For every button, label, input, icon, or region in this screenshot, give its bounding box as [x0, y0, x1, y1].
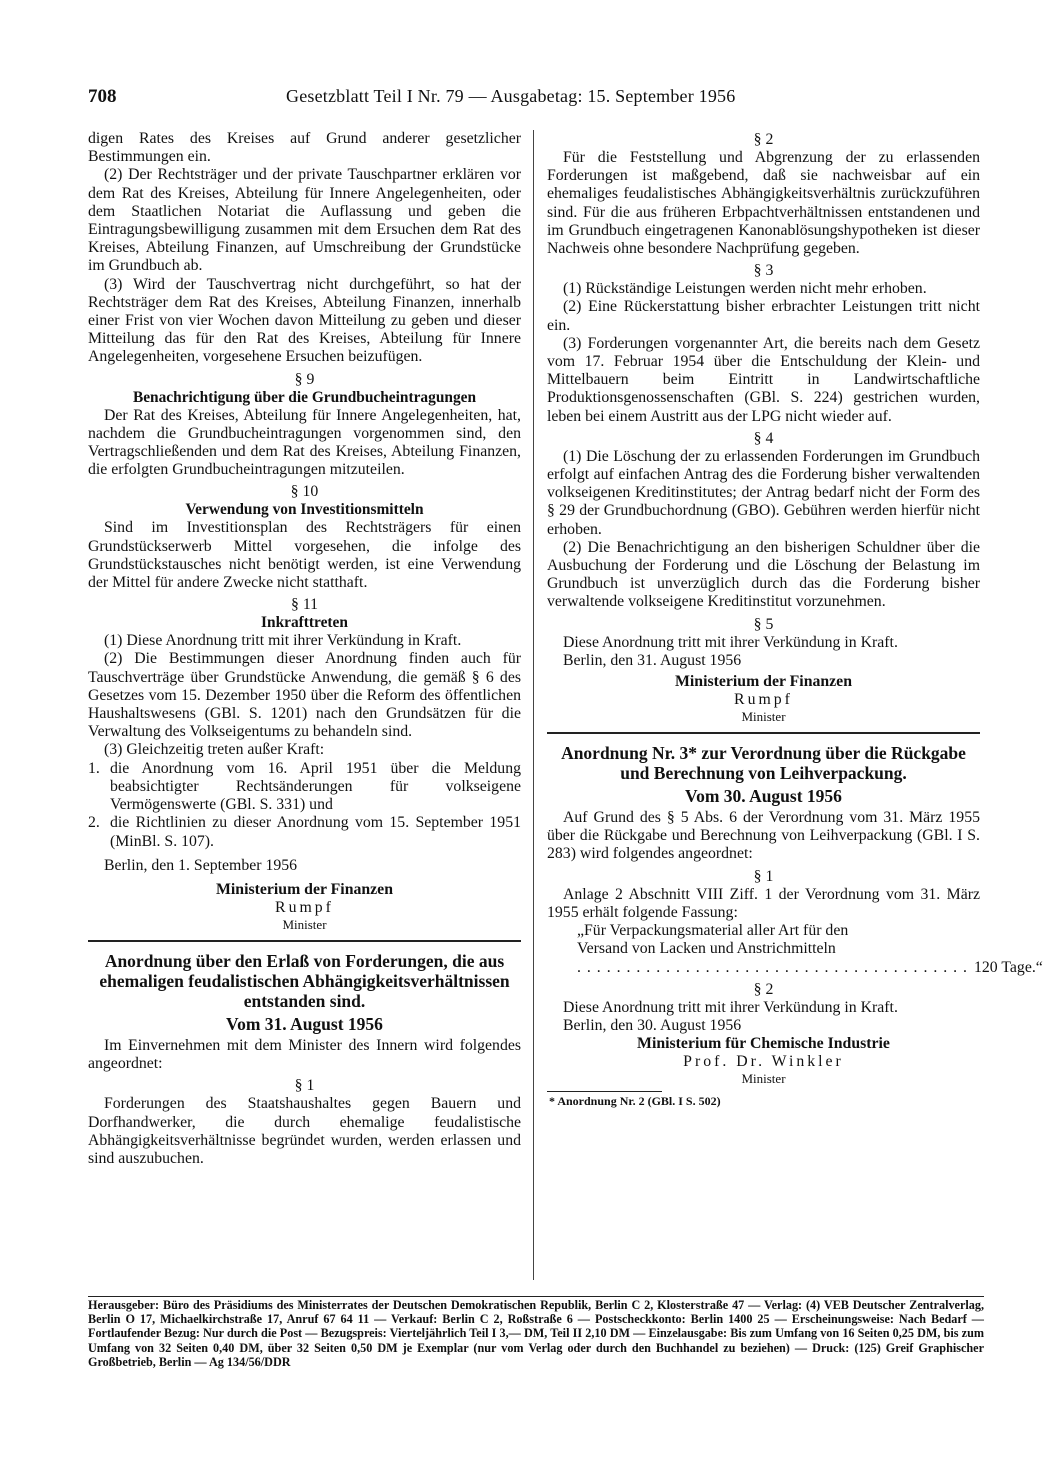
paragraph: (3) Forderungen vorgenannter Art, die bereits nach dem Gesetz vom 17. Februar 1954 über die Entschuldung der Klein- und Mittelbauern beim Eintritt in Landwirtschaftliche Produktionsgenossenschaften (GBl. S. 224) gestrichen wurden, leben bei einem Austritt aus der LPG nicht wieder auf.	[547, 334, 980, 425]
document-title: Anordnung über den Erlaß von Forderungen, die aus ehemaligen feudalistischen Abhängigkeitsverhältnissen entstanden sind.	[99, 950, 510, 1011]
section-heading: Verwendung von Investitionsmitteln	[185, 501, 424, 519]
section-heading: Benachrichtigung über die Grundbucheintragungen	[132, 388, 477, 406]
paragraph: (1) Die Löschung der zu erlassenden Forderungen im Grundbuch erfolgt auf einfachen Antrag des die Forderung bisher verwaltenden volkseigenen Kreditinstitutes; der Antrag bedarf nicht der Form des § 29 der Grundbuchordnung (GBO). Gebühren werden hierfür nicht erhoben.	[547, 447, 980, 538]
paragraph: Diese Anordnung tritt mit ihrer Verkündung in Kraft.	[563, 998, 898, 1016]
signer-title: Minister	[741, 1071, 786, 1087]
footnote: * Anordnung Nr. 2 (GBl. I S. 502)	[549, 1094, 721, 1109]
quote-value: 120 Tage.“	[974, 958, 1043, 976]
paragraph: (1) Rückständige Leistungen werden nicht mehr erhoben.	[563, 280, 927, 298]
page-header	[88, 86, 984, 114]
ministry-name: Ministerium für Chemische Industrie	[637, 1035, 890, 1053]
paragraph: Der Rat des Kreises, Abteilung für Innere Angelegenheiten, hat, nachdem die Grundbucheintragungen vorgenommen sind, den Vertragschließenden und dem Rat des Kreises, Abteilung Finanzen, die erfolgten Grundbucheintragungen mitzuteilen.	[88, 406, 521, 479]
paragraph: digen Rates des Kreises auf Grund anderer gesetzlicher Bestimmungen ein.	[88, 130, 521, 166]
list-text: die Richtlinien zu dieser Anordnung vom 15. September 1951 (MinBl. S. 107).	[110, 814, 521, 850]
left-column	[88, 130, 521, 1168]
document-date: Vom 30. August 1956	[685, 786, 842, 807]
paragraph: Auf Grund des § 5 Abs. 6 der Verordnung vom 31. März 1955 über die Rückgabe und Berechnung von Leihverpackung (GBl. I S. 283) wird folgendes angeordnet:	[547, 809, 980, 863]
footnote-rule	[547, 1091, 662, 1092]
dot-leader: . . . . . . . . . . . . . . . . . . . . . . . . . . . . . . . . . . . . . . . .	[577, 958, 968, 976]
place-date: Berlin, den 30. August 1956	[563, 1016, 742, 1034]
paragraph: Für die Feststellung und Abgrenzung der zu erlassenden Forderungen ist maßgebend, daß sie nachweisbar auf ein ehemaliges feudalistisches Abhängigkeitsverhältnis zurückzuführen sind. Für die aus früheren Erbpachtverhältnissen entstandenen und im Grundbuch eingetragenen Kanonablösungshypotheken ist dieser Nachweis ohne besondere Nachprüfung gegeben.	[547, 149, 980, 258]
section-number: § 11	[290, 596, 319, 614]
section-heading: Inkrafttreten	[261, 614, 348, 632]
paragraph: Forderungen des Staatshaushaltes gegen Bauern und Dorfhandwerker, die durch ehemalige feudalistische Abhängigkeitsverhältnisse begründet wurden, werden erlassen und sind auszubuchen.	[88, 1095, 521, 1167]
document-title: Anordnung Nr. 3* zur Verordnung über die Rückgabe und Berechnung von Leihverpackung.	[561, 743, 966, 784]
section-number: § 2	[753, 980, 774, 998]
signer-title: Minister	[741, 709, 786, 725]
quote-tail	[577, 958, 1043, 977]
document-date: Vom 31. August 1956	[226, 1013, 383, 1034]
running-title: Gesetzblatt Teil I Nr. 79 — Ausgabetag: 15. September 1956	[286, 86, 736, 106]
imprint: Herausgeber: Büro des Präsidiums des Ministerrates der Deutschen Demokratischen Republik, Berlin C 2, Klosterstraße 47 — Verlag: (4) VEB Deutscher Zentralverlag, Berlin O 17, Michaelkirchstraße 17, Anruf 67 64 11 — Verkauf: Berlin C 2, Roßstraße 6 — Postscheckkonto: Berlin 1400 25 — Erscheinungsweise: Nach Bedarf — Fortlaufender Bezug: Nur durch die Post — Bezugspreis: Vierteljährlich Teil I 3,— DM, Teil II 2,10 DM — Einzelausgabe: Bis zum Umfang von 16 Seiten 0,25 DM, bis zum Umfang von 32 Seiten 0,40 DM, über 32 Seiten 0,50 DM je Exemplar (nur vom Verlag oder durch den Buchhandel zu beziehen) — Druck: (125) Greif Graphischer Großbetrieb, Berlin — Ag 134/56/DDR	[88, 1298, 984, 1369]
signer-name: Prof. Dr. Winkler	[683, 1053, 844, 1071]
imprint-rule	[88, 1296, 984, 1297]
place-date: Berlin, den 31. August 1956	[563, 651, 742, 669]
paragraph: (2) Der Rechtsträger und der private Tauschpartner erklären vor dem Rat des Kreises, Abteilung für Innere Angelegenheiten, oder dem Staatlichen Notariat die Auflassung und geben die Eintragungsbewilligung zusammen mit dem Ersuchen dem Rat des Kreises, Abteilung Finanzen, auf Umschreibung der Grundstücke im Grundbuch ab.	[88, 166, 521, 275]
section-number: § 4	[753, 429, 774, 447]
paragraph: (3) Wird der Tauschvertrag nicht durchgeführt, so hat der Rechtsträger dem Rat des Kreises, Abteilung Finanzen, innerhalb einer Frist von vier Wochen davon Mitteilung zu geben und dieser Mitteilung das für den Rat des Kreises, Abteilung für Innere Angelegenheiten, vorgesehene Ersuchen beizufügen.	[88, 275, 521, 366]
paragraph: Sind im Investitionsplan des Rechtsträgers für einen Grundstückserwerb Mittel vorgesehen, die infolge des Grundstückstausches nicht benötigt werden, ist eine Verwendung der Mittel für andere Zwecke nicht statthaft.	[88, 519, 521, 592]
ministry-name: Ministerium der Finanzen	[675, 673, 852, 691]
quote-text: „Für Verpackungsmaterial aller Art für den Versand von Lacken und Anstrichmitteln	[577, 922, 849, 958]
section-number: § 9	[294, 370, 315, 388]
list-number: 2.	[88, 814, 100, 832]
section-number: § 10	[290, 483, 319, 501]
paragraph: (1) Diese Anordnung tritt mit ihrer Verkündung in Kraft.	[104, 632, 462, 650]
right-column	[547, 130, 1043, 1109]
section-number: § 3	[753, 262, 774, 280]
signer-title: Minister	[282, 916, 327, 932]
section-number: § 1	[294, 1077, 315, 1095]
section-number: § 1	[753, 867, 774, 885]
list-item	[88, 814, 521, 850]
paragraph: Diese Anordnung tritt mit ihrer Verkündung in Kraft.	[563, 633, 898, 651]
paragraph: (2) Die Bestimmungen dieser Anordnung finden auch für Tauschverträge über Grundstücke Anwendung, die gemäß § 6 des Gesetzes vom 15. Dezember 1950 über die Reform des öffentlichen Haushaltswesens (GBl. S. 1201) nach den Grundsätzen für die Verwaltung des Volkseigentums zu behandeln sind.	[88, 650, 521, 741]
ministry-name: Ministerium der Finanzen	[216, 880, 393, 898]
section-number: § 5	[753, 615, 774, 633]
list-item	[88, 760, 521, 815]
signer-name: Rumpf	[275, 898, 334, 916]
paragraph: Anlage 2 Abschnitt VIII Ziff. 1 der Verordnung vom 31. März 1955 erhält folgende Fassung:	[547, 885, 980, 921]
place-date: Berlin, den 1. September 1956	[104, 856, 298, 874]
page-number: 708	[88, 86, 117, 107]
quoted-provision	[577, 922, 1043, 977]
column-divider	[533, 130, 534, 1280]
section-rule	[88, 940, 521, 942]
paragraph: (2) Eine Rückerstattung bisher erbrachter Leistungen tritt nicht ein.	[547, 298, 980, 334]
paragraph: (2) Die Benachrichtigung an den bisherigen Schuldner über die Ausbuchung der Forderung und die Löschung der Belastung im Grundbuch ist unverzüglich durch das die Forderung bisher verwaltende volkseigene Kreditinstitut vorzunehmen.	[547, 538, 980, 611]
section-number: § 2	[753, 131, 774, 148]
section-rule	[547, 732, 980, 734]
list-number: 1.	[88, 759, 100, 777]
signer-name: Rumpf	[734, 691, 793, 709]
paragraph: Im Einvernehmen mit dem Minister des Innern wird folgendes angeordnet:	[88, 1036, 521, 1073]
list-text: die Anordnung vom 16. April 1951 über die Meldung beabsichtigter Rechtsänderungen für volkseigene Vermögenswerte (GBl. S. 331) und	[110, 759, 521, 814]
paragraph: (3) Gleichzeitig treten außer Kraft:	[104, 741, 325, 759]
